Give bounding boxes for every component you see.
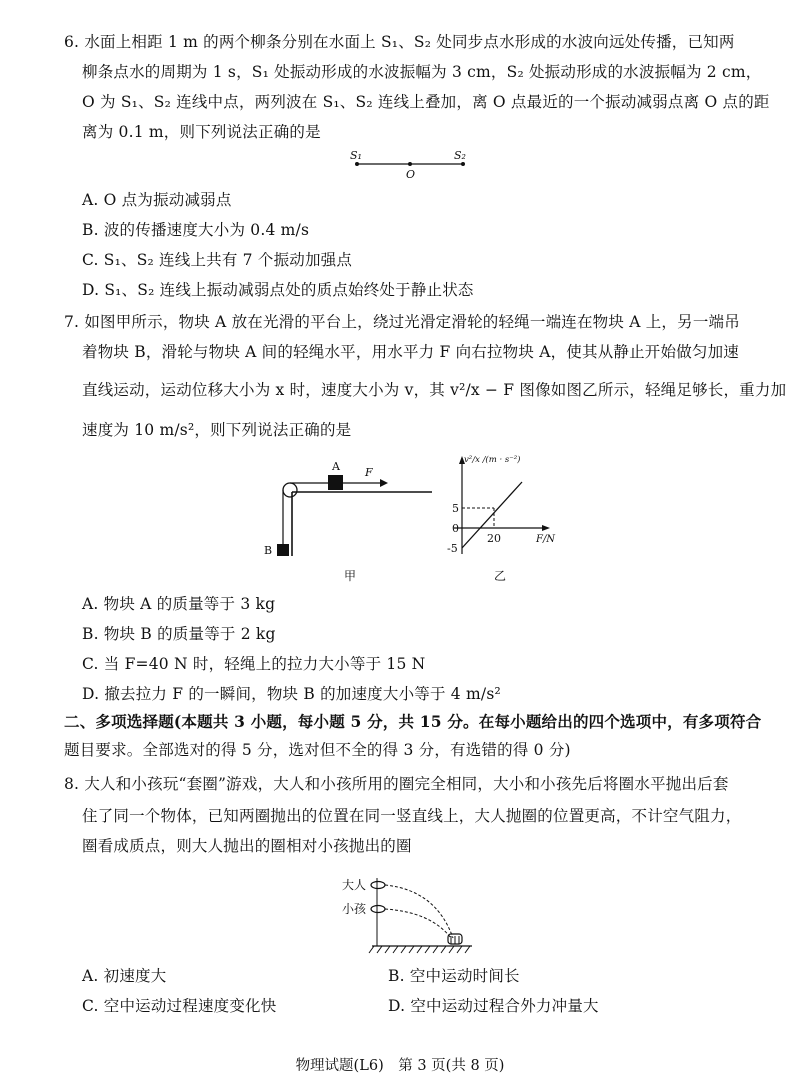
q8-stem-line-1: 8. 大人和小孩玩“套圈”游戏，大人和小孩所用的圈完全相同，大小和小孩先后将圈水平抛出后套 bbox=[64, 775, 729, 793]
q8-option-d: D. 空中运动过程合外力冲量大 bbox=[388, 997, 599, 1015]
q7-stem-line-2: 着物块 B，滑轮与物块 A 间的轻绳水平，用水平力 F 向右拉物块 A，使其从静止开始做匀加速 bbox=[82, 343, 739, 361]
q7-stem-line-4: 速度为 10 m/s²，则下列说法正确的是 bbox=[82, 421, 352, 439]
q7-option-d: D. 撤去拉力 F 的一瞬间，物块 B 的加速度大小等于 4 m/s² bbox=[82, 685, 501, 703]
q7-figure-yi bbox=[444, 450, 570, 584]
q6-figure bbox=[340, 146, 480, 180]
s2-label: S₂ bbox=[454, 149, 466, 162]
x-tick-20: 20 bbox=[487, 532, 501, 545]
block-a-label: A bbox=[332, 460, 340, 473]
q6-option-b: B. 波的传播速度大小为 0.4 m/s bbox=[82, 221, 310, 239]
q7-figure-jia bbox=[262, 456, 437, 584]
adult-label: 大人 bbox=[342, 878, 367, 892]
s1-label: S₁ bbox=[350, 149, 362, 162]
q7-option-a: A. 物块 A 的质量等于 3 kg bbox=[82, 595, 276, 613]
figure-jia-caption: 甲 bbox=[344, 569, 357, 583]
q8-stem-line-3: 圈看成质点，则大人抛出的圈相对小孩抛出的圈 bbox=[82, 837, 412, 855]
q8-option-a: A. 初速度大 bbox=[82, 967, 167, 985]
x-axis-label: F/N bbox=[536, 534, 556, 545]
q6-option-a: A. O 点为振动减弱点 bbox=[82, 191, 232, 209]
q6-option-c: C. S₁、S₂ 连线上共有 7 个振动加强点 bbox=[82, 251, 353, 269]
section2-heading-line-2: 题目要求。全部选对的得 5 分，选对但不全的得 3 分，有选错的得 0 分) bbox=[64, 741, 571, 759]
figure-yi-caption: 乙 bbox=[494, 569, 507, 583]
o-label: O bbox=[406, 168, 416, 180]
q6-stem-line-2: 柳条点水的周期为 1 s，S₁ 处振动形成的水波振幅为 3 cm，S₂ 处振动形成的水波振幅为 2 cm， bbox=[82, 63, 762, 81]
child-label: 小孩 bbox=[342, 902, 367, 916]
y-tick-0: 0 bbox=[452, 522, 459, 535]
q8-figure bbox=[336, 868, 476, 958]
q6-stem-line-4: 离为 0.1 m，则下列说法正确的是 bbox=[82, 123, 321, 141]
q7-option-b: B. 物块 B 的质量等于 2 kg bbox=[82, 625, 276, 643]
child-ring bbox=[371, 906, 385, 913]
q7-stem-line-1: 7. 如图甲所示，物块 A 放在光滑的平台上，绕过光滑定滑轮的轻绳一端连在物块 A 上，另一端吊 bbox=[64, 313, 740, 331]
block-b-label: B bbox=[264, 544, 273, 557]
force-f-label: F bbox=[365, 466, 373, 479]
block-b bbox=[277, 544, 289, 556]
adult-trajectory bbox=[385, 885, 453, 938]
child-trajectory bbox=[385, 909, 451, 938]
block-a bbox=[328, 475, 343, 490]
q7-stem-line-3: 直线运动，运动位移大小为 x 时，速度大小为 v，其 v²/x − F 图像如图乙所示，轻绳足够长，重力加 bbox=[82, 381, 787, 399]
y-tick-neg5: -5 bbox=[447, 542, 458, 555]
q6-stem-line-3: O 为 S₁、S₂ 连线中点，两列波在 S₁、S₂ 连线上叠加，离 O 点最近的一个振动减弱点离 O 点的距 bbox=[82, 93, 770, 111]
ground-hatch bbox=[369, 946, 470, 953]
adult-ring bbox=[371, 882, 385, 889]
q6-option-d: D. S₁、S₂ 连线上振动减弱点处的质点始终处于静止状态 bbox=[82, 281, 474, 299]
y-tick-5: 5 bbox=[452, 502, 459, 515]
page-footer: 物理试题(L6) 第 3 页(共 8 页) bbox=[295, 1058, 505, 1074]
q8-option-b: B. 空中运动时间长 bbox=[388, 967, 520, 985]
pulley-icon bbox=[283, 483, 297, 497]
q8-stem-line-2: 住了同一个物体，已知两圈抛出的位置在同一竖直线上，大人抛圈的位置更高，不计空气阻力， bbox=[82, 807, 742, 825]
y-axis-label: v²/x /(m · s⁻²) bbox=[464, 455, 521, 465]
q6-stem-line-1: 6. 水面上相距 1 m 的两个柳条分别在水面上 S₁、S₂ 处同步点水形成的水波向远处传播，已知两 bbox=[64, 33, 735, 51]
q7-option-c: C. 当 F=40 N 时，轻绳上的拉力大小等于 15 N bbox=[82, 655, 426, 673]
q8-option-c: C. 空中运动过程速度变化快 bbox=[82, 997, 277, 1015]
section2-heading-line-1: 二、多项选择题(本题共 3 小题，每小题 5 分，共 15 分。在每小题给出的四个选项中，有多项符合 bbox=[64, 712, 762, 731]
